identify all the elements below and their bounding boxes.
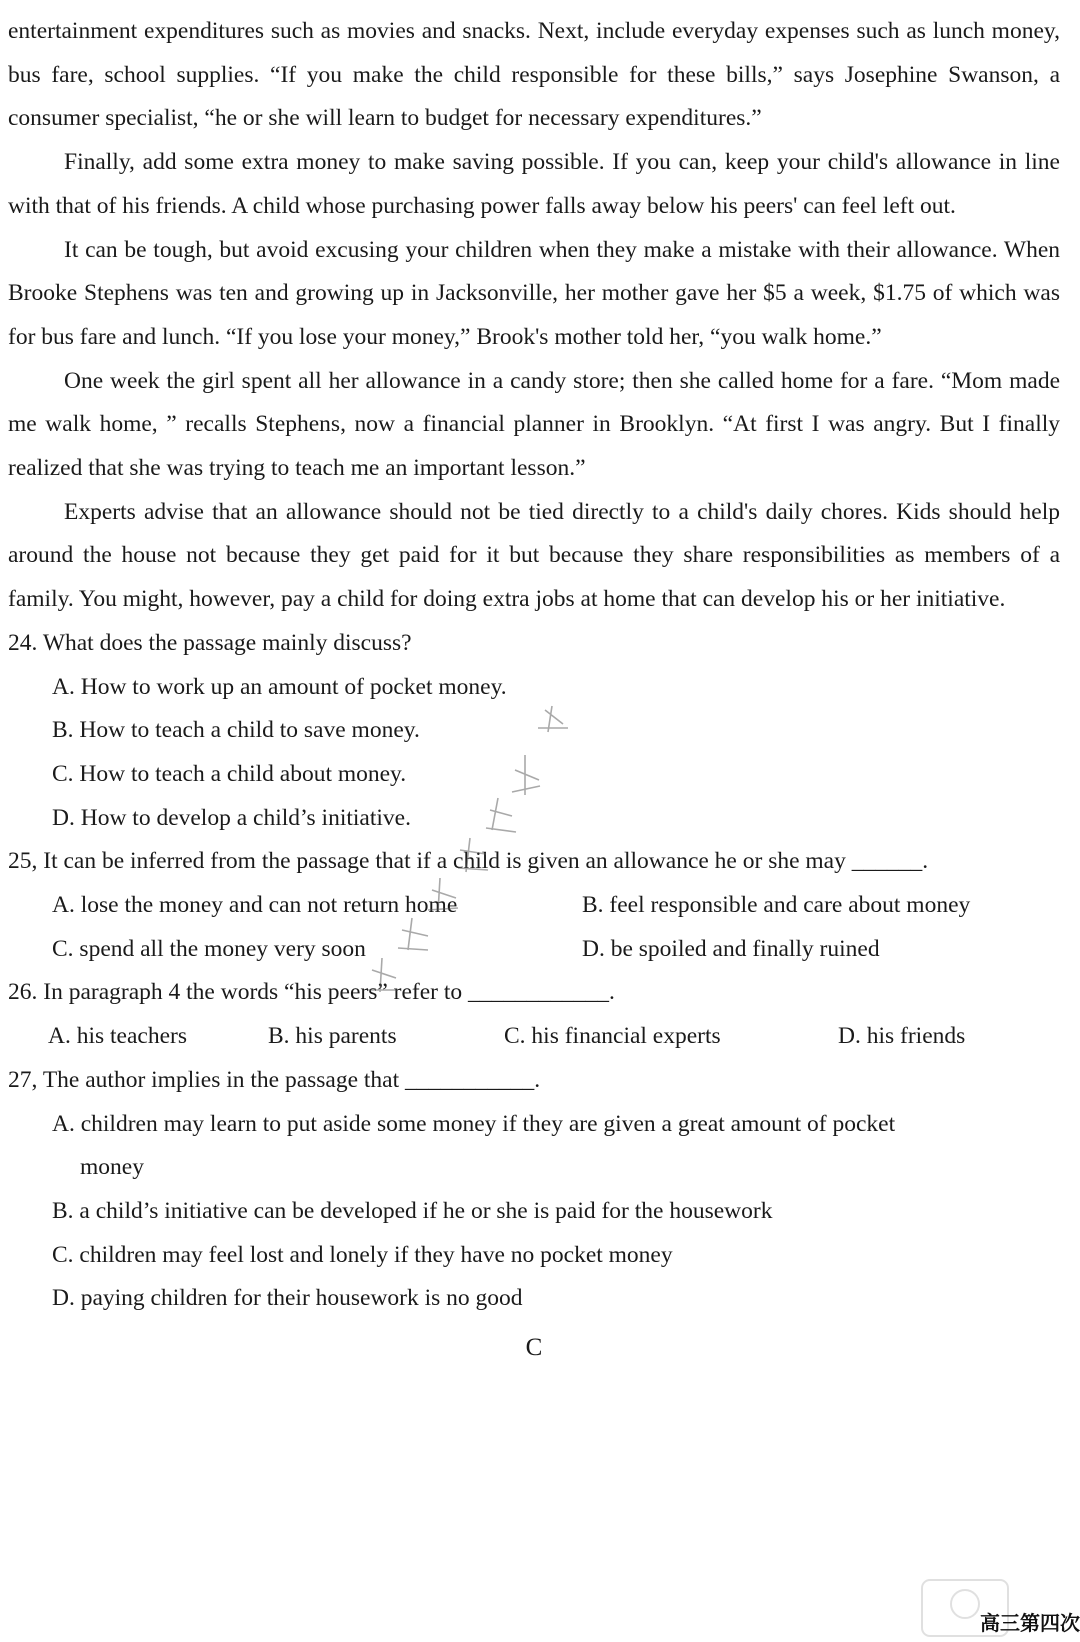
question-26-options-row	[48, 1015, 1060, 1059]
question-25-option-c: C. spend all the money very soon	[52, 935, 366, 962]
question-25-options-row-2	[52, 928, 1060, 972]
paragraph-5: Experts advise that an allowance should not be tied directly to a child's daily chores. Kids should help around the house not because they get paid for it but because they share responsibilities as members of a family. You might, however, pay a child for doing extra jobs at home that can develop his or her initiative.	[8, 498, 1060, 613]
question-26-option-a: A. his teachers	[48, 1023, 187, 1050]
question-24-option-d: D. How to develop a child’s initiative.	[52, 804, 411, 831]
question-25-option-b: B. feel responsible and care about money	[582, 892, 971, 919]
question-26-option-d: D. his friends	[838, 1023, 966, 1050]
question-26	[8, 971, 1060, 1058]
question-26-stem: 26. In paragraph 4 the words “his peers” refer to ____________.	[8, 979, 615, 1006]
question-24	[8, 622, 1060, 841]
question-26-option-b: B. his parents	[268, 1023, 397, 1050]
question-27-stem: 27, The author implies in the passage that ___________.	[8, 1066, 541, 1093]
question-24-option-b: B. How to teach a child to save money.	[52, 717, 420, 744]
question-25-option-d: D. be spoiled and finally ruined	[582, 935, 880, 962]
question-25-option-a: A. lose the money and can not return home	[52, 892, 458, 919]
question-27-option-c: C. children may feel lost and lonely if they have no pocket money	[52, 1241, 673, 1268]
question-25	[8, 840, 1060, 971]
paragraph-1: entertainment expenditures such as movies and snacks. Next, include everyday expenses such as lunch money, bus fare, school supplies. “If you make the child responsible for these bills,” says Josephine Swanson, a consumer specialist, “he or she will learn to budget for necessary expenditures.”	[8, 18, 1060, 132]
question-27	[8, 1059, 1060, 1321]
paragraph-2: Finally, add some extra money to make saving possible. If you can, keep your child's allowance in line with that of his friends. A child whose purchasing power falls away below his peers' can feel left out.	[8, 149, 1060, 219]
question-24-stem: 24. What does the passage mainly discuss?	[8, 629, 412, 656]
question-27-option-a-continued: money	[80, 1154, 144, 1181]
question-24-option-a: A. How to work up an amount of pocket money.	[52, 673, 507, 700]
question-25-options-row-1	[52, 884, 1060, 928]
section-heading: C	[525, 1334, 543, 1362]
question-25-stem: 25, It can be inferred from the passage that if a child is given an allowance he or she may ______.	[8, 848, 929, 875]
question-26-option-c: C. his financial experts	[504, 1023, 721, 1050]
question-24-option-c: C. How to teach a child about money.	[52, 760, 407, 787]
paragraph-3: It can be tough, but avoid excusing your children when they make a mistake with their allowance. When Brooke Stephens was ten and growing up in Jacksonville, her mother gave her $5 a week, $1.75 of which was for bus fare and lunch. “If you lose your money,” Brook's mother told her, “you walk home.”	[8, 236, 1060, 350]
question-27-option-b: B. a child’s initiative can be developed if he or she is paid for the housework	[52, 1197, 773, 1224]
question-27-option-a: A. children may learn to put aside some money if they are given a great amount of pocket	[52, 1110, 896, 1137]
page-footer: 高三第四次	[980, 1611, 1080, 1635]
paragraph-4: One week the girl spent all her allowance in a candy store; then she called home for a fare. “Mom made me walk home, ” recalls Stephens, now a financial planner in Brooklyn. “At first I was angry. But I finally realized that she was trying to teach me an important lesson.”	[8, 367, 1060, 482]
question-27-option-d: D. paying children for their housework is no good	[52, 1285, 523, 1312]
